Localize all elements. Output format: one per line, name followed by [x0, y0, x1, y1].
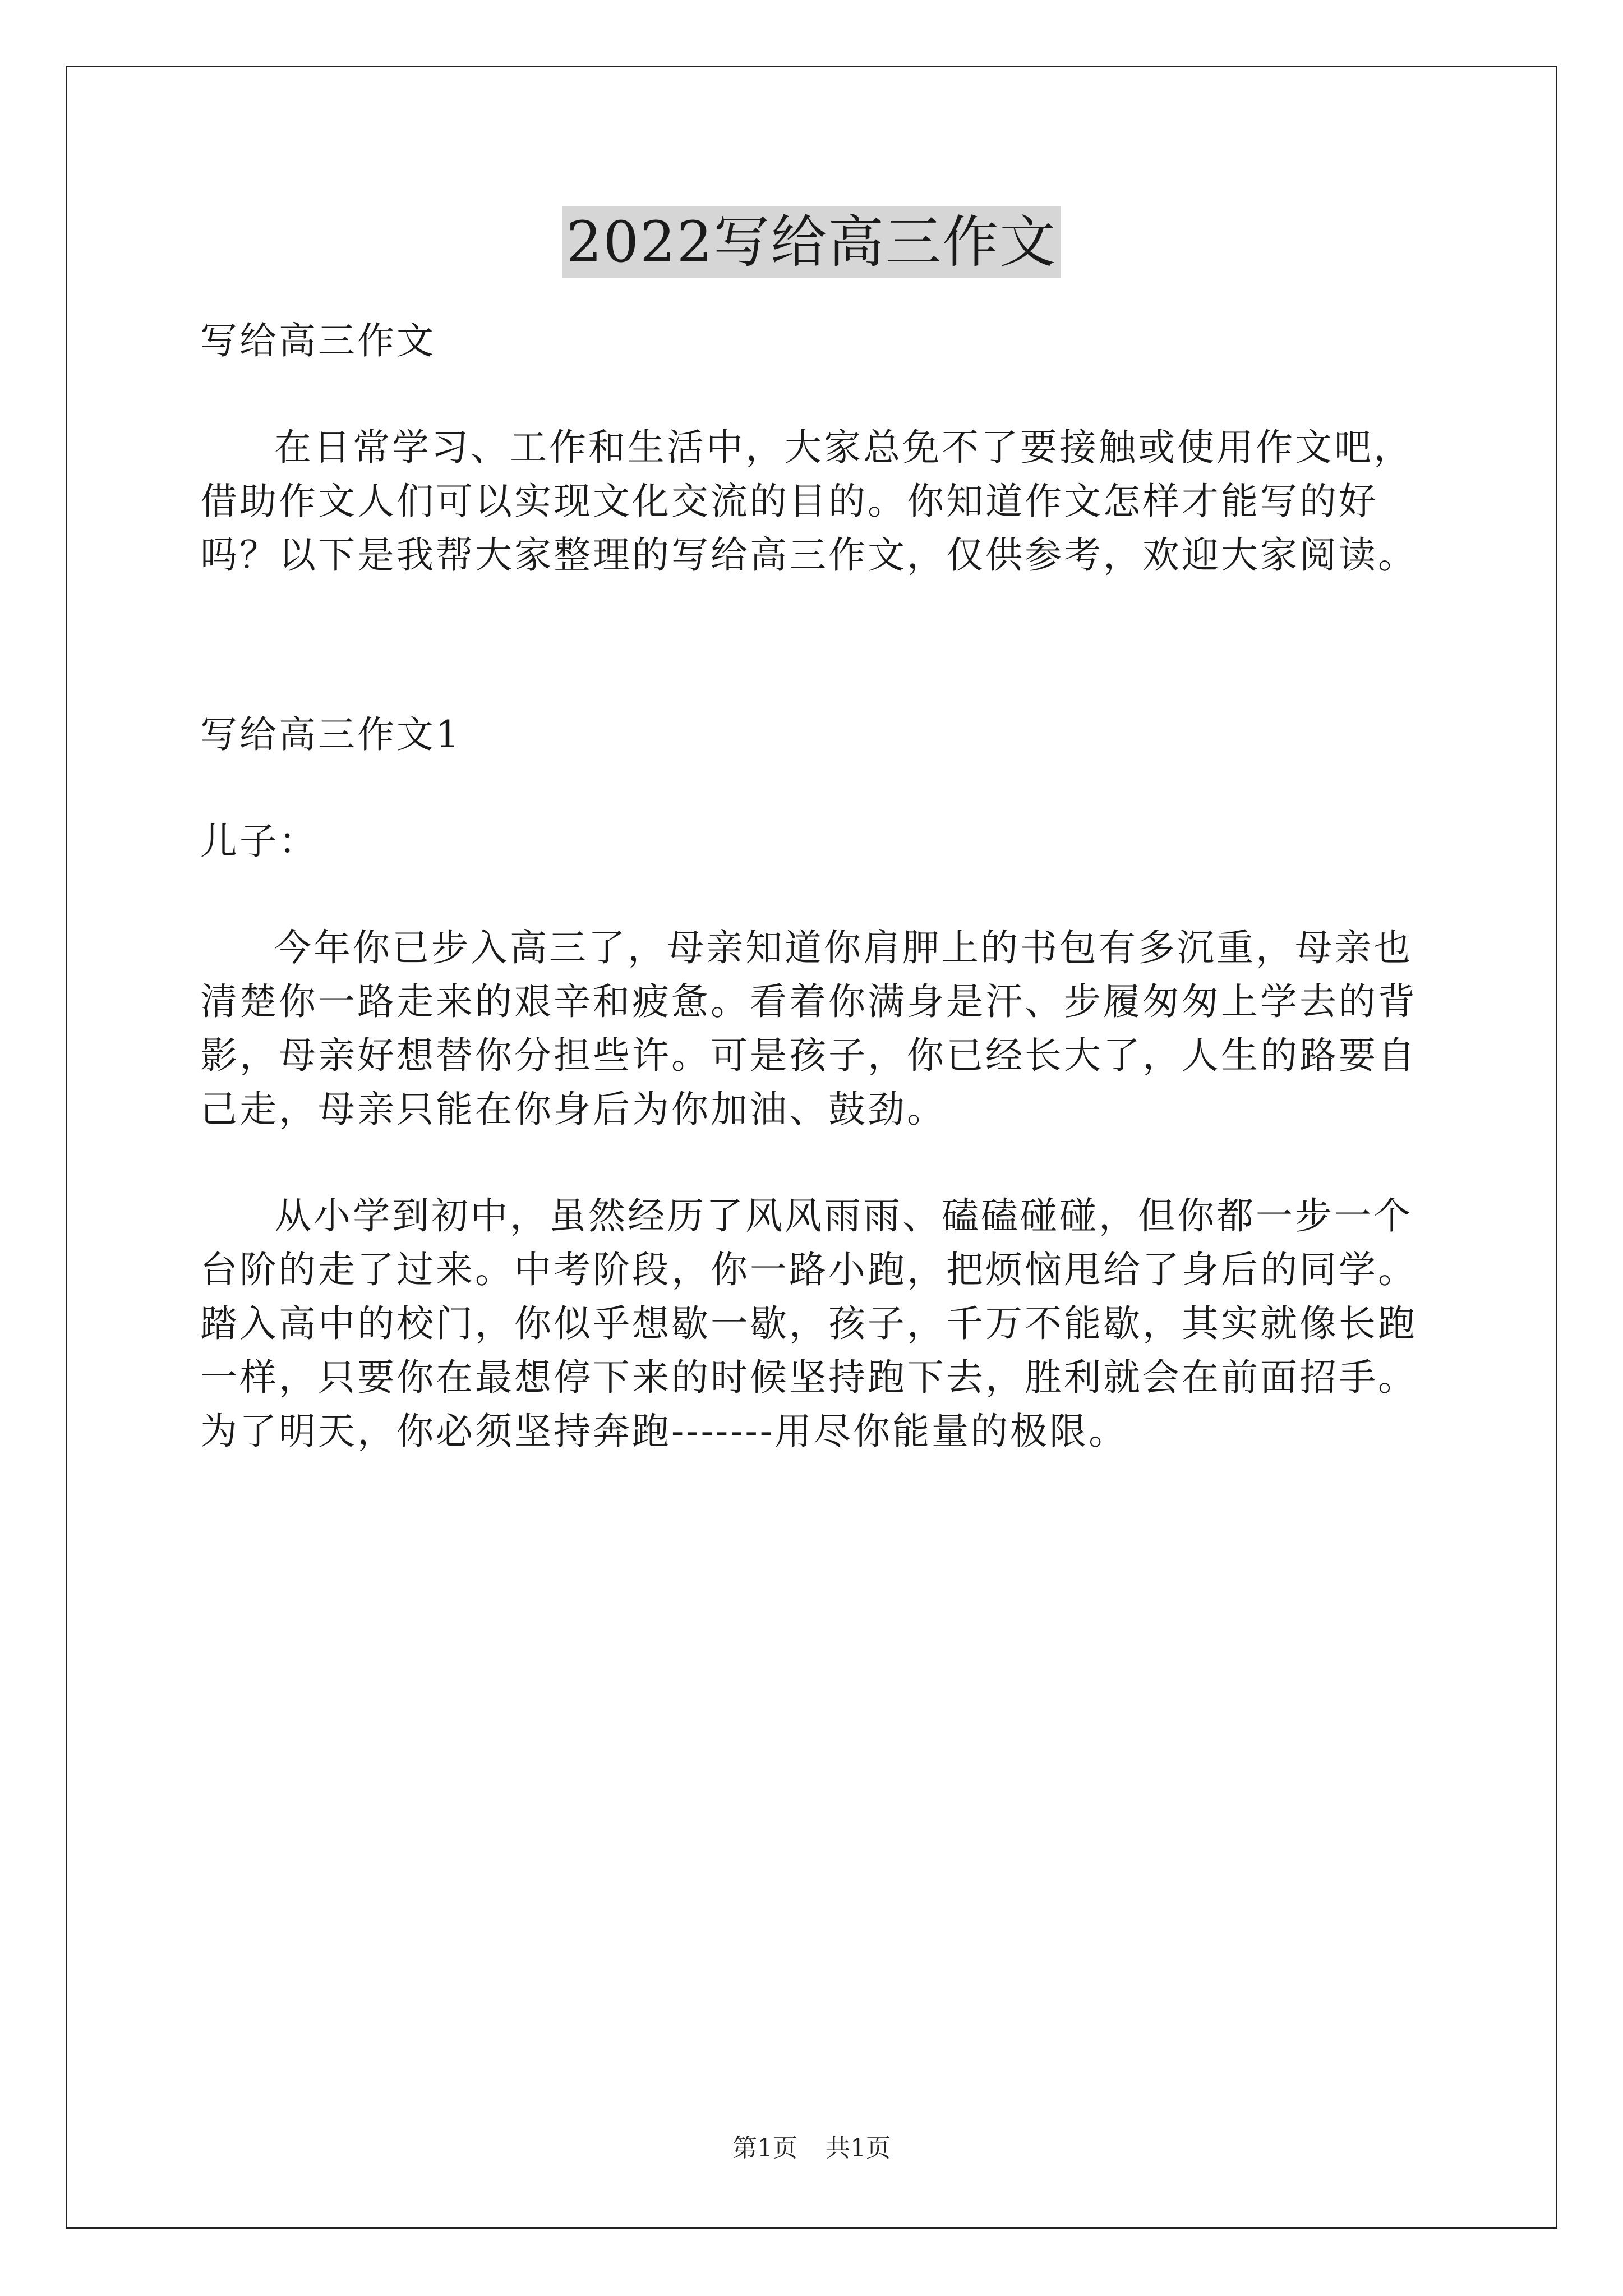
salutation: 儿子：: [200, 820, 318, 863]
page-total: 共1页: [826, 2134, 891, 2162]
page-number: 第1页: [732, 2134, 797, 2162]
intro-paragraph: 在日常学习、工作和生活中，大家总免不了要接触或使用作文吧，借助作文人们可以实现文化交流的目的。你知道作文怎样才能写的好吗？以下是我帮大家整理的写给高三作文，仅供参考，欢迎大家阅读。: [200, 426, 1417, 577]
body-paragraph-1: 今年你已步入高三了，母亲知道你肩胛上的书包有多沉重，母亲也清楚你一路走来的艰辛和疲惫。看着你满身是汗、步履匆匆上学去的背影，母亲好想替你分担些许。可是孩子，你已经长大了，人生的路要自己走，母亲只能在你身后为你加油、鼓劲。: [200, 926, 1417, 1131]
body-paragraph-2: 从小学到初中，虽然经历了风风雨雨、磕磕碰碰，但你都一步一个台阶的走了过来。中考阶段，你一路小跑，把烦恼甩给了身后的同学。踏入高中的校门，你似乎想歇一歇，孩子，千万不能歇，其实就像长跑一样，只要你在最想停下来的时候坚持跑下去，胜利就会在前面招手。为了明天，你必须坚持奔跑-------用尽你能量的极限。: [200, 1194, 1417, 1453]
subtitle: 写给高三作文: [200, 319, 436, 362]
document-body: [200, 314, 1428, 1458]
section-heading: 写给高三作文1: [200, 713, 462, 756]
title-container: [0, 206, 1623, 278]
page-footer: [0, 2132, 1623, 2165]
document-title: 2022写给高三作文: [562, 206, 1062, 278]
